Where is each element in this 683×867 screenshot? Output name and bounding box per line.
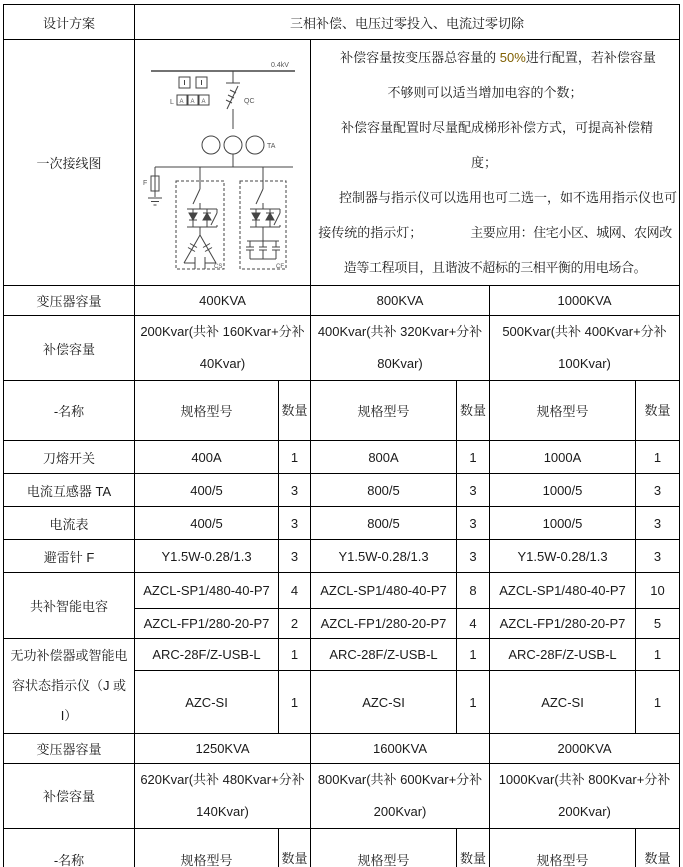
ta-label: TA bbox=[266, 142, 275, 150]
indicator-lamps-icon bbox=[170, 77, 209, 106]
spec-table bbox=[3, 4, 680, 867]
spec-cell: AZCL-SP1/480-40-P7 bbox=[135, 573, 279, 609]
transformer-capacity-label-cell: 变压器容量 bbox=[4, 734, 135, 764]
equipment-name-cell: 共补智能电容 bbox=[4, 573, 135, 639]
wiring-diagram-cell bbox=[135, 40, 311, 286]
spec-cell: 1000/5 bbox=[490, 507, 636, 540]
equipment-name-cell: 避雷针 F bbox=[4, 540, 135, 573]
qty-cell: 3 bbox=[457, 507, 490, 540]
spec-cell: 400/5 bbox=[135, 474, 279, 507]
spec-cell: ARC-28F/Z-USB-L bbox=[311, 639, 457, 671]
cs-branch bbox=[176, 167, 224, 270]
compensation-capacity-value-cell: 620Kvar(共补 480Kvar+分补 140Kvar) bbox=[135, 764, 311, 829]
transformer-capacity-value-cell: 1250KVA bbox=[135, 734, 311, 764]
meter-letter: A bbox=[190, 98, 195, 105]
qty-cell: 10 bbox=[636, 573, 680, 609]
equipment-name-cell: 无功补偿器或智能电容状态指示仪（J 或 I） bbox=[4, 639, 135, 734]
compensation-capacity-label-cell: 补偿容量 bbox=[4, 764, 135, 829]
column-header-spec-cell: 规格型号 bbox=[311, 828, 457, 867]
qty-cell: 5 bbox=[636, 609, 680, 639]
transformer-capacity-value-cell: 1000KVA bbox=[490, 286, 680, 316]
qty-cell: 3 bbox=[279, 474, 311, 507]
busbar-voltage-label: 0.4kV bbox=[270, 61, 289, 69]
qty-cell: 2 bbox=[279, 609, 311, 639]
transformer-capacity-value-cell: 400KVA bbox=[135, 286, 311, 316]
qty-cell: 1 bbox=[636, 441, 680, 474]
busbar-line bbox=[151, 62, 295, 71]
transformer-capacity-value-cell: 2000KVA bbox=[490, 734, 680, 764]
thyristor-module-icon bbox=[187, 209, 217, 227]
qty-cell: 8 bbox=[457, 573, 490, 609]
column-header-spec-cell: 规格型号 bbox=[135, 381, 279, 441]
column-header-qty-cell: 数量 bbox=[457, 828, 490, 867]
spec-cell: 800A bbox=[311, 441, 457, 474]
lamp-row-label: L bbox=[169, 98, 174, 106]
thyristor-module-icon bbox=[250, 209, 280, 227]
qty-cell: 3 bbox=[457, 474, 490, 507]
column-header-qty-cell: 数量 bbox=[279, 828, 311, 867]
spec-cell: 800/5 bbox=[311, 474, 457, 507]
equipment-name-cell: 刀熔开关 bbox=[4, 441, 135, 474]
fuse-label: F bbox=[142, 179, 147, 187]
note-paragraph bbox=[313, 180, 677, 285]
note-highlight: 50% bbox=[499, 50, 526, 65]
spec-cell: AZCL-FP1/280-20-P7 bbox=[490, 609, 636, 639]
column-header-spec-cell: 规格型号 bbox=[311, 381, 457, 441]
meter-letter: A bbox=[179, 98, 184, 105]
note-text: 补偿容量按变压器总容量的 bbox=[340, 50, 500, 65]
spec-cell: AZC-SI bbox=[135, 671, 279, 734]
spec-cell: AZCL-FP1/280-20-P7 bbox=[135, 609, 279, 639]
compensation-capacity-label-cell: 补偿容量 bbox=[4, 316, 135, 381]
spec-cell: 400/5 bbox=[135, 507, 279, 540]
column-header-spec-cell: 规格型号 bbox=[490, 381, 636, 441]
spec-cell: AZC-SI bbox=[490, 671, 636, 734]
note-text: 进行配置，若补偿容量不够则可以适当增加电容的个数； bbox=[387, 50, 656, 100]
qty-cell: 3 bbox=[279, 540, 311, 573]
qty-cell: 3 bbox=[636, 507, 680, 540]
column-header-spec-cell: 规格型号 bbox=[135, 828, 279, 867]
spec-cell: 1000A bbox=[490, 441, 636, 474]
wiring-diagram-label-cell: 一次接线图 bbox=[4, 40, 135, 286]
qty-cell: 4 bbox=[279, 573, 311, 609]
spec-cell: Y1.5W-0.28/1.3 bbox=[490, 540, 636, 573]
note-text: 主要应用：住宅小区、城网、农网改造等工程项目，且谐波不超标的三相平衡的用电场合。 bbox=[343, 225, 672, 275]
table-row bbox=[4, 639, 680, 671]
spec-cell: 1000/5 bbox=[490, 474, 636, 507]
qty-cell: 3 bbox=[636, 540, 680, 573]
note-paragraph bbox=[313, 40, 657, 110]
column-header-qty-cell: 数量 bbox=[279, 381, 311, 441]
spec-cell: ARC-28F/Z-USB-L bbox=[135, 639, 279, 671]
qty-cell: 1 bbox=[636, 639, 680, 671]
design-scheme-value-cell: 三相补偿、电压过零投入、电流过零切除 bbox=[135, 5, 680, 40]
qty-cell: 1 bbox=[279, 639, 311, 671]
table-row bbox=[4, 441, 680, 474]
table-row bbox=[4, 540, 680, 573]
cs-label: CS bbox=[213, 263, 222, 270]
table-row bbox=[4, 573, 680, 609]
qty-cell: 1 bbox=[279, 671, 311, 734]
qty-cell: 3 bbox=[457, 540, 490, 573]
transformer-capacity-value-cell: 1600KVA bbox=[311, 734, 490, 764]
table-row bbox=[4, 474, 680, 507]
spec-cell: 400A bbox=[135, 441, 279, 474]
column-header-name-cell: -名称 bbox=[4, 828, 135, 867]
note-text: 控制器与指示仪可以选用也可二选一，如不选用指示仪也可接传统的指示灯； bbox=[318, 190, 678, 240]
column-header-qty-cell: 数量 bbox=[636, 381, 680, 441]
column-header-qty-cell: 数量 bbox=[636, 828, 680, 867]
shunt-capacitor-icon bbox=[246, 241, 280, 259]
qc-label: QC bbox=[243, 97, 254, 105]
spec-cell: Y1.5W-0.28/1.3 bbox=[311, 540, 457, 573]
note-paragraph: 补偿容量配置时尽量配成梯形补偿方式，可提高补偿精度； bbox=[340, 120, 653, 170]
spec-cell: ARC-28F/Z-USB-L bbox=[490, 639, 636, 671]
qty-cell: 1 bbox=[457, 441, 490, 474]
spec-cell: AZC-SI bbox=[311, 671, 457, 734]
design-scheme-label-cell: 设计方案 bbox=[4, 5, 135, 40]
transformer-capacity-value-cell: 800KVA bbox=[311, 286, 490, 316]
spec-cell: 800/5 bbox=[311, 507, 457, 540]
compensation-capacity-value-cell: 1000Kvar(共补 800Kvar+分补 200Kvar) bbox=[490, 764, 680, 829]
equipment-name-cell: 电流互感器 TA bbox=[4, 474, 135, 507]
spec-cell: Y1.5W-0.28/1.3 bbox=[135, 540, 279, 573]
spec-cell: AZCL-FP1/280-20-P7 bbox=[311, 609, 457, 639]
qty-cell: 4 bbox=[457, 609, 490, 639]
column-header-spec-cell: 规格型号 bbox=[490, 828, 636, 867]
qty-cell: 1 bbox=[279, 441, 311, 474]
current-transformer-icon bbox=[202, 136, 276, 167]
qty-cell: 1 bbox=[457, 671, 490, 734]
compensation-capacity-value-cell: 800Kvar(共补 600Kvar+分补 200Kvar) bbox=[311, 764, 490, 829]
cf-label: CF bbox=[275, 263, 284, 270]
spec-cell: AZCL-SP1/480-40-P7 bbox=[311, 573, 457, 609]
table-row bbox=[4, 507, 680, 540]
one-line-diagram bbox=[138, 57, 308, 271]
qty-cell: 3 bbox=[636, 474, 680, 507]
qty-cell: 1 bbox=[457, 639, 490, 671]
compensation-capacity-value-cell: 400Kvar(共补 320Kvar+分补 80Kvar) bbox=[311, 316, 490, 381]
transformer-capacity-label-cell: 变压器容量 bbox=[4, 286, 135, 316]
column-header-name-cell: -名称 bbox=[4, 381, 135, 441]
column-header-qty-cell: 数量 bbox=[457, 381, 490, 441]
compensation-capacity-value-cell: 200Kvar(共补 160Kvar+分补 40Kvar) bbox=[135, 316, 311, 381]
fuse-icon bbox=[143, 167, 162, 205]
spec-cell: AZCL-SP1/480-40-P7 bbox=[490, 573, 636, 609]
compensation-capacity-value-cell: 500Kvar(共补 400Kvar+分补 100Kvar) bbox=[490, 316, 680, 381]
qty-cell: 1 bbox=[636, 671, 680, 734]
qc-switch-icon bbox=[226, 71, 255, 129]
meter-letter: A bbox=[201, 98, 206, 105]
delta-capacitor-icon bbox=[184, 235, 216, 269]
cf-branch bbox=[240, 167, 286, 270]
qty-cell: 3 bbox=[279, 507, 311, 540]
equipment-name-cell: 电流表 bbox=[4, 507, 135, 540]
notes-cell bbox=[311, 40, 680, 286]
